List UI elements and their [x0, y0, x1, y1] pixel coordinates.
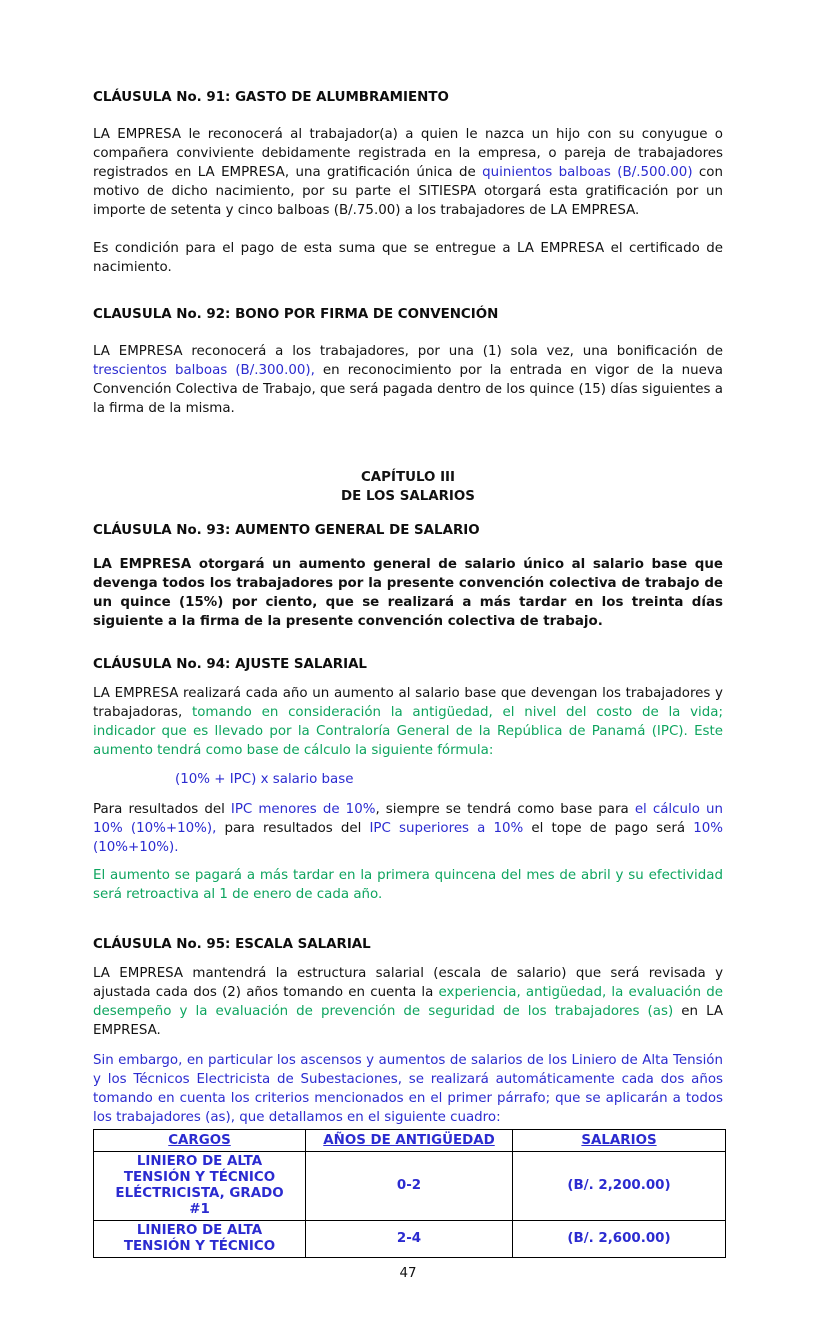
salario-cell: (B/. 2,600.00) — [513, 1221, 726, 1258]
cargo-line: ELÉCTRICISTA, GRADO — [115, 1186, 284, 1201]
highlighted-amount: trescientos balboas (B/.300.00), — [93, 363, 315, 378]
column-header-cargos: CARGOS — [94, 1130, 306, 1152]
table-row — [94, 1152, 726, 1221]
chapter-heading — [93, 468, 723, 506]
clause-94-paragraph-3: El aumento se pagará a más tardar en la primera quincena del mes de abril y su efectividad será retroactiva al 1 de enero de cada año. — [93, 868, 723, 902]
clause-92-heading: CLAUSULA No. 92: BONO POR FIRMA DE CONVENCIÓN — [93, 307, 499, 322]
text-run: LA EMPRESA mantendrá la estructura salarial (escala de salario) que será revisada y ajustada cada dos (2) años tomando en cuenta la — [93, 966, 723, 1000]
cargo-line: TENSIÓN Y TÉCNICO — [123, 1239, 276, 1254]
text-run: para resultados del — [216, 821, 370, 836]
text-run: en reconocimiento por la entrada en vigor de la nueva Convención Colectiva de Trabajo, que será pagada dentro de los quince (15) días siguientes a la firma de la misma. — [93, 363, 723, 416]
clause-95-paragraph-1 — [93, 964, 723, 1040]
text-run: el tope de pago será — [523, 821, 694, 836]
clause-93-heading: CLÁUSULA No. 93: AUMENTO GENERAL DE SALARIO — [93, 523, 480, 538]
clause-93-paragraph: LA EMPRESA otorgará un aumento general de salario único al salario base que devenga todos los trabajadores por la presente convención colectiva de trabajo de un quince (15%) por ciento, que se realizará a más tardar en los treinta días siguiente a la firma de la presente convención colectiva de trabajo. — [93, 557, 723, 629]
clause-95-heading: CLÁUSULA No. 95: ESCALA SALARIAL — [93, 937, 371, 952]
column-header-antiguedad: AÑOS DE ANTIGÜEDAD — [306, 1130, 513, 1152]
chapter-subtitle: DE LOS SALARIOS — [341, 489, 475, 504]
highlighted-calculation: el cálculo un 10% (10%+10%), — [93, 802, 723, 836]
clause-94-paragraph-1 — [93, 684, 723, 760]
salary-formula: (10% + IPC) x salario base — [175, 772, 354, 787]
text-run: LA EMPRESA le reconocerá al trabajador(a) a quien le nazca un hijo con su conyugue o compañera conviviente debidamente registrada en la empresa, o pareja de trabajadores registrados en LA EMPRESA, una gratificación única de — [93, 127, 723, 180]
document-content — [93, 88, 723, 1258]
page-number: 47 — [399, 1266, 417, 1281]
text-run: LA EMPRESA realizará cada año un aumento al salario base que devengan los trabajadores y trabajadoras, — [93, 686, 723, 720]
table-header-row — [94, 1130, 726, 1152]
antiguedad-cell: 2-4 — [306, 1221, 513, 1258]
highlighted-ipc-condition: IPC menores de 10% — [230, 802, 376, 817]
clause-94-paragraph-2 — [93, 800, 723, 857]
clause-91-paragraph-2: Es condición para el pago de esta suma que se entregue a LA EMPRESA el certificado de nacimiento. — [93, 241, 723, 275]
clause-94-heading: CLÁUSULA No. 94: AJUSTE SALARIAL — [93, 657, 367, 672]
highlighted-cap: 10% (10%+10%). — [93, 821, 723, 855]
cargo-line: TENSIÓN Y TÉCNICO — [123, 1170, 276, 1185]
chapter-title: CAPÍTULO III — [360, 470, 456, 485]
cargo-cell — [94, 1152, 306, 1221]
text-run: Para resultados del — [93, 802, 231, 817]
highlighted-criteria: tomando en consideración la antigüedad, el nivel del costo de la vida; indicador que es llevado por la Contraloría General de la República de Panamá (IPC). Este aumento tendrá como base de cálculo la siguiente fórmula: — [93, 705, 723, 758]
cargo-line: LINIERO DE ALTA — [136, 1223, 263, 1238]
highlighted-amount: quinientos balboas (B/.500.00) — [482, 165, 693, 180]
clause-92-paragraph — [93, 342, 723, 418]
salario-cell: (B/. 2,200.00) — [513, 1152, 726, 1221]
clause-95-paragraph-2: Sin embargo, en particular los ascensos y aumentos de salarios de los Liniero de Alta Tensión y los Técnicos Electricista de Subestaciones, se realizará automáticamente cada dos años tomando en cuenta los criterios mencionados en el primer párrafo; que se aplicarán a todos los trabajadores (as), que detallamos en el siguiente cuadro: — [93, 1053, 723, 1125]
text-run: en LA EMPRESA. — [93, 1004, 723, 1038]
highlighted-criteria: experiencia, antigüedad, la evaluación de desempeño y la evaluación de prevención de seguridad de los trabajadores (as) — [93, 985, 724, 1019]
clause-91-paragraph-1 — [93, 125, 723, 220]
highlighted-ipc-condition: IPC superiores a 10% — [369, 821, 524, 836]
text-run: con motivo de dicho nacimiento, por su parte el SITIESPA otorgará esta gratificación por un importe de setenta y cinco balboas (B/.75.00) a los trabajadores de LA EMPRESA. — [93, 165, 723, 218]
cargo-line: LINIERO DE ALTA — [136, 1154, 263, 1169]
antiguedad-cell: 0-2 — [306, 1152, 513, 1221]
clause-91-heading: CLÁUSULA No. 91: GASTO DE ALUMBRAMIENTO — [93, 90, 449, 105]
salary-scale-table — [93, 1129, 726, 1258]
table-row — [94, 1221, 726, 1258]
text-run: , siempre se tendrá como base para — [375, 802, 635, 817]
cargo-cell — [94, 1221, 306, 1258]
text-run: LA EMPRESA reconocerá a los trabajadores, por una (1) sola vez, una bonificación de — [93, 344, 723, 359]
column-header-salarios: SALARIOS — [513, 1130, 726, 1152]
cargo-line: #1 — [189, 1202, 210, 1217]
